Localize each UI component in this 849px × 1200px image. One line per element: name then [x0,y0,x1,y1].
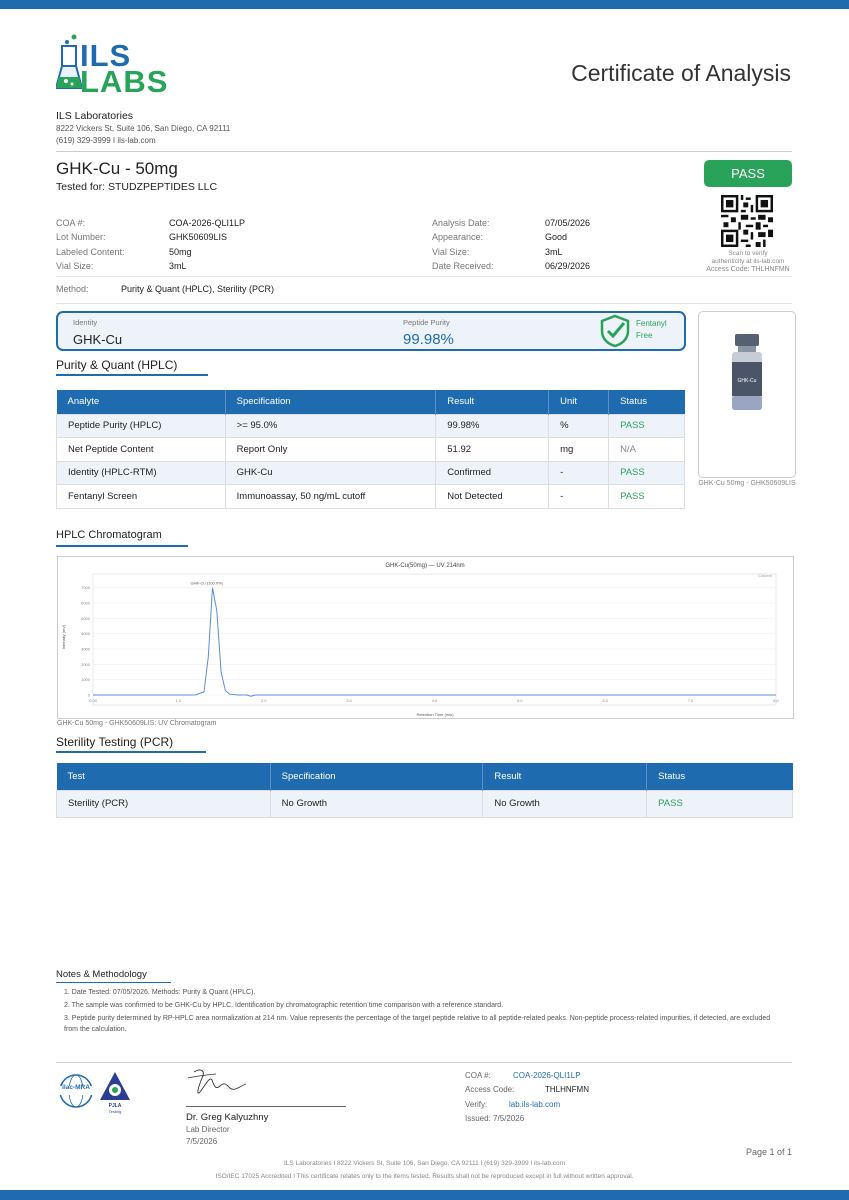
lab-name: ILS Laboratories [56,110,134,122]
lab-address: 8222 Vickers St, Suite 106, San Diego, CA 92111 [56,124,231,133]
analysis-date: 07/05/2026 [545,218,591,228]
fentanyl-line2: Free [636,331,653,340]
ilac-mra-logo [58,1072,94,1110]
purity-label: Peptide Purity [403,318,450,327]
unit-cell: - [549,461,609,484]
col-header: Status [647,763,793,790]
status-cell: N/A [609,437,685,461]
bottom-accent-bar [0,1190,849,1200]
product-name: GHK-Cu - 50mg [56,159,178,178]
qr-note-line1: Scan to verify [728,250,768,257]
labeled-content: 50mg [169,247,192,257]
y-tick-label: 3000 [81,646,90,652]
date-received: 06/29/2026 [545,261,591,271]
y-tick-label: 7000 [81,585,90,591]
y-tick-label: 5000 [81,615,90,621]
pjla-logo [98,1070,132,1102]
vial-image-frame [698,311,796,478]
top-accent-bar [0,0,849,9]
status-cell: PASS [609,461,685,484]
logo-labs-text: LABS [80,64,169,99]
summary-panel [56,311,686,351]
purity-table [56,390,685,509]
sterility-table [56,763,793,818]
chromatogram-chart [58,557,793,718]
footer-line-1: ILS Laboratories I 8222 Vickers St, Suite 106, San Diego, CA 92111 I (619) 329-3999 I ils-lab.com [283,1160,566,1167]
footer-divider [56,1062,792,1063]
result-cell: No Growth [483,790,647,817]
x-tick-label: 5.0 [517,698,523,703]
document-title: Certificate of Analysis [571,60,791,86]
vial-label: GHK-Cu [737,378,757,384]
meta-divider [56,276,792,277]
footer-coa-label: COA #: [465,1071,491,1080]
shield-check-icon [598,314,632,348]
meta-label: Labeled Content: [56,247,125,257]
qr-code-icon[interactable] [721,195,773,247]
meta-label: Vial Size: [56,261,94,271]
unit-cell: % [549,414,609,437]
analyte-cell: Identity (HPLC-RTM) [57,461,226,484]
y-tick-label: 4000 [81,631,90,637]
purity-section-rule [56,374,208,376]
page-number: Page 1 of 1 [745,1147,792,1157]
tested-for: Tested for: STUDZPEPTIDES LLC [56,181,218,193]
identity-value: GHK-Cu [73,332,123,347]
y-tick-label: 1000 [81,677,90,683]
sterility-section-rule [56,751,206,753]
vial-size: 3mL [169,261,187,271]
meta-label: Vial Size: [432,247,470,257]
x-tick-label: 4.0 [431,698,438,703]
method-label: Method: [56,284,89,294]
chart-title: GHK-Cu(50mg) — UV 214nm [385,563,465,569]
col-header: Test [57,763,271,790]
meta-label: Appearance: [432,232,484,242]
x-tick-label: 8.0 [773,698,779,703]
meta-label: Analysis Date: [432,218,490,228]
unit-cell: - [549,484,609,508]
qr-note-line2: authenticity at ils-lab.com [711,258,785,265]
plot-area [93,574,776,705]
col-header: Analyte [57,390,226,414]
footer-line-2: ISO/IEC 17025 Accredited I This certificate relates only to the items tested. Results shall not be reproduced except in full without written approval. [215,1173,634,1180]
chart-legend: Column [758,573,772,578]
meta-label: Date Received: [432,261,494,271]
note-item: 3. Peptide purity determined by RP-HPLC area normalization at 214 nm. Value represents the percentage of the target peptide relative to all peptide-related peaks. Non-peptide process-related impurities, if detected, are excluded from the calculation. [64,1015,771,1033]
table-row [57,461,685,484]
status-cell: PASS [609,484,685,508]
note-item: 2. The sample was confirmed to be GHK-Cu by HPLC. Identification by chromatographic retention time comparison with a reference standard. [64,1002,504,1009]
flask-logo-icon [56,32,82,92]
spec-cell: No Growth [270,790,483,817]
footer-access-value: THLHNFMN [545,1085,589,1094]
signature-line [186,1106,346,1107]
status-cell: PASS [609,414,685,437]
chart-x-ticks [89,698,779,703]
vial-caption: GHK-Cu 50mg - GHK50609LIS [698,480,796,487]
x-tick-label: 3.0 [346,698,352,703]
table-row [57,484,685,508]
col-header: Status [609,390,685,414]
status-cell: PASS [647,790,793,817]
x-tick-label: 2.0 [260,698,267,703]
table-row [57,790,793,817]
meta-label: Lot Number: [56,232,106,242]
vial-image [729,334,765,414]
y-tick-label: 2000 [81,661,90,667]
y-tick-label: 6000 [81,600,90,606]
pjla-subtext: Testing [108,1109,122,1114]
pjla-text: PJLA [108,1103,122,1109]
spec-cell: Immunoassay, 50 ng/mL cutoff [225,484,436,508]
purity-section-title: Purity & Quant (HPLC) [56,358,178,372]
footer-issued: Issued: 7/5/2026 [465,1114,525,1123]
header-divider [56,151,792,152]
fentanyl-line1: Fentanyl [636,319,667,328]
sterility-table-header [57,763,793,790]
chromatogram-panel [57,556,794,719]
verify-link[interactable]: lab.ils-lab.com [509,1100,561,1109]
table-row [57,414,685,437]
x-tick-label: 7.0 [687,698,694,703]
chromatogram-section-title: HPLC Chromatogram [56,529,162,541]
chromatogram-section-rule [56,545,188,547]
peak-label: GHK-Cu (100.0%) [190,580,223,586]
signature-date: 7/5/2026 [186,1137,218,1146]
chart-y-ticks [81,585,91,697]
result-cell: Not Detected [436,484,549,508]
col-header: Unit [549,390,609,414]
lot-number: GHK50609LIS [169,232,228,242]
col-header: Result [483,763,647,790]
spec-cell: >= 95.0% [225,414,436,437]
col-header: Specification [225,390,436,414]
col-header: Result [436,390,549,414]
result-cell: 99.98% [436,414,549,437]
overall-status-badge: PASS [704,160,792,187]
signatory-name: Dr. Greg Kalyuzhny [186,1112,269,1123]
lab-contact: (619) 329-3999 I ils-lab.com [56,136,156,145]
sterility-section-title: Sterility Testing (PCR) [56,735,174,749]
x-tick-label: 1.0 [175,698,182,703]
method-divider [56,303,792,304]
coa-number: COA-2026-QLI1LP [169,218,246,228]
appearance: Good [545,232,568,242]
chromatogram-trace [93,588,776,697]
purity-table-header [57,390,685,414]
col-header: Specification [270,763,483,790]
result-cell: Confirmed [436,461,549,484]
method-value: Purity & Quant (HPLC), Sterility (PCR) [121,284,275,294]
analyte-cell: Net Peptide Content [57,437,226,461]
meta-label: COA #: [56,218,86,228]
table-row [57,437,685,461]
result-cell: 51.92 [436,437,549,461]
note-item: 1. Date Tested: 07/05/2026. Methods: Purity & Quant (HPLC). [64,989,256,996]
qr-note [694,250,802,274]
x-tick-label: 0.00 [89,698,97,703]
logo-ils-text: ILS [80,38,132,73]
notes-rule [56,982,171,983]
chromatogram-caption: GHK-Cu 50mg - GHK50609LIS: UV Chromatogram [57,720,217,727]
spec-cell: Report Only [225,437,436,461]
unit-cell: mg [549,437,609,461]
y-axis-label: Intensity (mV) [61,624,66,650]
purity-value: 99.98% [403,331,454,348]
test-cell: Sterility (PCR) [57,790,271,817]
notes-title: Notes & Methodology [56,969,147,980]
ilac-mra-text: ilac-MRA [62,1084,90,1091]
identity-label: Identity [73,318,98,327]
footer-verify-label: Verify: [465,1100,488,1109]
analyte-cell: Fentanyl Screen [57,484,226,508]
vial-size-right: 3mL [545,247,563,257]
x-axis-label: Retention Time (min) [416,712,454,717]
analyte-cell: Peptide Purity (HPLC) [57,414,226,437]
signature-image [186,1066,256,1102]
footer-coa-value: COA-2026-QLI1LP [513,1071,581,1080]
y-tick-label: 0 [87,692,90,698]
signatory-role: Lab Director [186,1125,230,1134]
x-tick-label: 6.0 [602,698,609,703]
footer-access-label: Access Code: [465,1085,515,1094]
qr-access-code: Access Code: THLHNFMN [706,266,790,273]
chart-gridlines [93,588,776,695]
spec-cell: GHK-Cu [225,461,436,484]
